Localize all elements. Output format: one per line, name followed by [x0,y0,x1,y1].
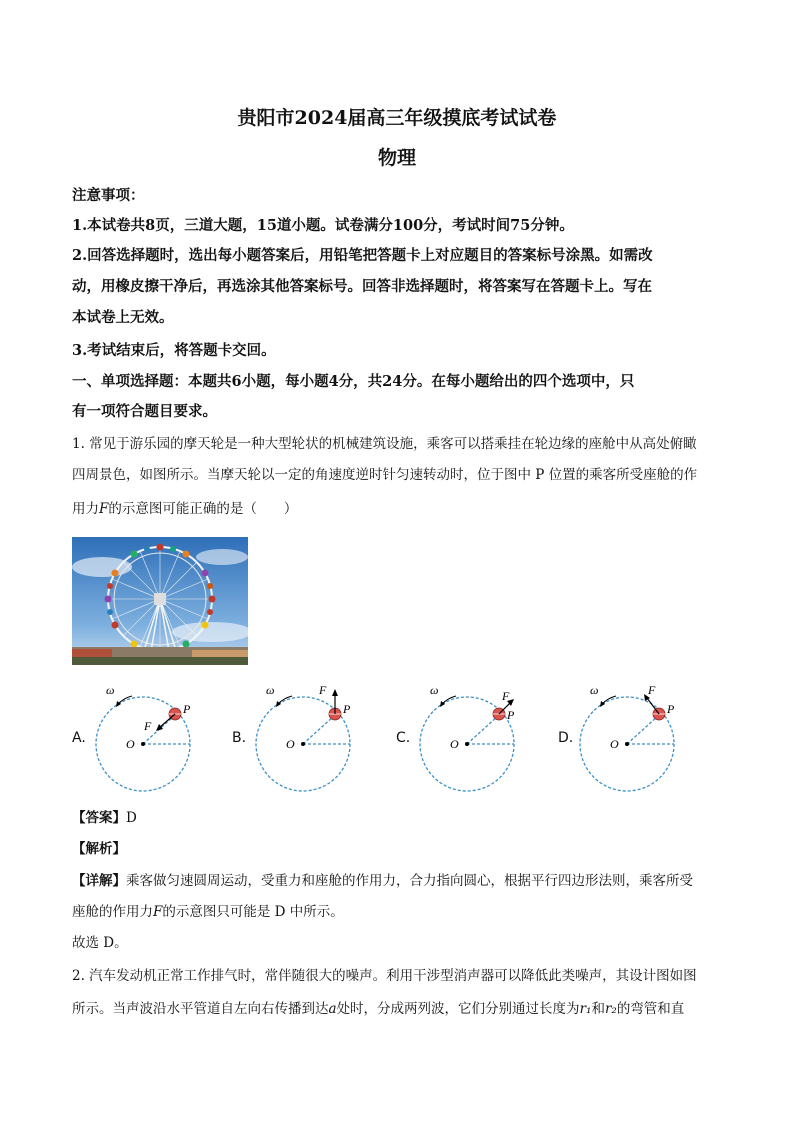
exam-title: 贵阳市2024届高三年级摸底考试试卷 [237,107,557,129]
detail-force-var: F [153,904,163,920]
notice-1: 1.本试卷共8页，三道大题，15道小题。试卷满分100分，考试时间75分钟。 [72,217,574,234]
omega-label-a: ω [106,683,115,697]
option-c-label: C. [396,730,411,746]
omega-label-b: ω [266,683,275,697]
p-label-a: P [183,702,191,716]
answer-line [72,806,137,826]
ferris-wheel-photo [72,537,248,665]
q1-line-3-b: 的示意图可能正确的是（ ） [108,501,298,517]
r2-var: r₂ [604,1001,617,1017]
omega-label-d: ω [590,683,599,697]
q2-text-b: 处时，分成两列波，它们分别通过长度为 [336,1001,580,1017]
notice-2-cont: 动，用橡皮擦干净后，再选涂其他答案标号。回答非选择题时，将答案写在答题卡上。写在 [72,278,652,295]
option-b-label: B. [232,730,247,746]
detail-tag: 【详解】 [72,873,126,889]
detail-line-1 [72,869,693,889]
omega-label-c: ω [430,683,439,697]
section-heading-cont: 有一项符合题目要求。 [72,403,217,420]
answer-tag: 【答案】 [72,810,126,826]
conclusion: 故选 D。 [72,935,128,951]
detail-text-1: 乘客做匀速圆周运动，受重力和座舱的作用力，合力指向圆心，根据平行四边形法则，乘客所受 [126,873,693,889]
p-label-d: P [667,702,675,716]
force-var: F [99,501,109,517]
detail-line-2 [72,900,344,920]
option-b-diagram [246,680,406,810]
q1-line-1: 1. 常见于游乐园的摩天轮是一种大型轮状的机械建筑设施，乘客可以搭乘挂在轮边缘的座舱中从高处俯瞰 [72,436,697,452]
section-heading: 一、单项选择题：本题共6小题，每小题4分，共24分。在每小题给出的四个选项中，只 [72,373,635,390]
f-label-b: F [319,683,327,697]
q2-line-2 [72,997,684,1017]
notice-2: 2.回答选择题时，选出每小题答案后，用铅笔把答题卡上对应题目的答案标号涂黑。如需改 [72,247,653,264]
q2-text-a: 所示。当声波沿水平管道自左向右传播到达 [72,1001,329,1017]
p-label-b: P [343,702,351,716]
q2-and: 和 [591,1001,605,1017]
analysis-tag: 【解析】 [72,841,126,857]
f-label-a: F [144,719,152,733]
q2-line-1: 2. 汽车发动机正常工作排气时，常伴随很大的噪声。利用干涉型消声器可以降低此类噪声，其设计图如图 [72,968,697,984]
q1-line-3 [72,497,297,517]
detail-text-2b: 的示意图只可能是 D 中所示。 [162,904,344,920]
detail-text-2a: 座舱的作用力 [72,904,153,920]
q1-line-2: 四周景色，如图所示。当摩天轮以一定的角速度逆时针匀速转动时，位于图中 P 位置的乘客所受座舱的作 [72,467,698,483]
center-label-b: O [286,737,295,751]
option-a-label: A. [72,730,86,746]
option-a-diagram [86,680,246,810]
f-label-c: F [502,689,510,703]
notice-heading: 注意事项： [72,187,145,204]
q1-line-3-a: 用力 [72,501,99,517]
center-label-d: O [610,737,619,751]
point-a-var: a [328,1001,337,1017]
option-c-diagram [410,680,570,810]
notice-2-end: 本试卷上无效。 [72,309,174,326]
q2-text-c: 的弯管和直 [616,1001,685,1017]
answer-value: D [126,810,137,826]
notice-3: 3.考试结束后，将答题卡交回。 [72,342,276,359]
center-label-c: O [450,737,459,751]
subject-title: 物理 [377,147,416,169]
p-label-c: P [507,708,515,722]
option-d-label: D. [558,730,574,746]
center-label-a: O [126,737,135,751]
f-label-d: F [648,683,656,697]
option-d-diagram [570,680,730,810]
r1-var: r₁ [579,1001,592,1017]
